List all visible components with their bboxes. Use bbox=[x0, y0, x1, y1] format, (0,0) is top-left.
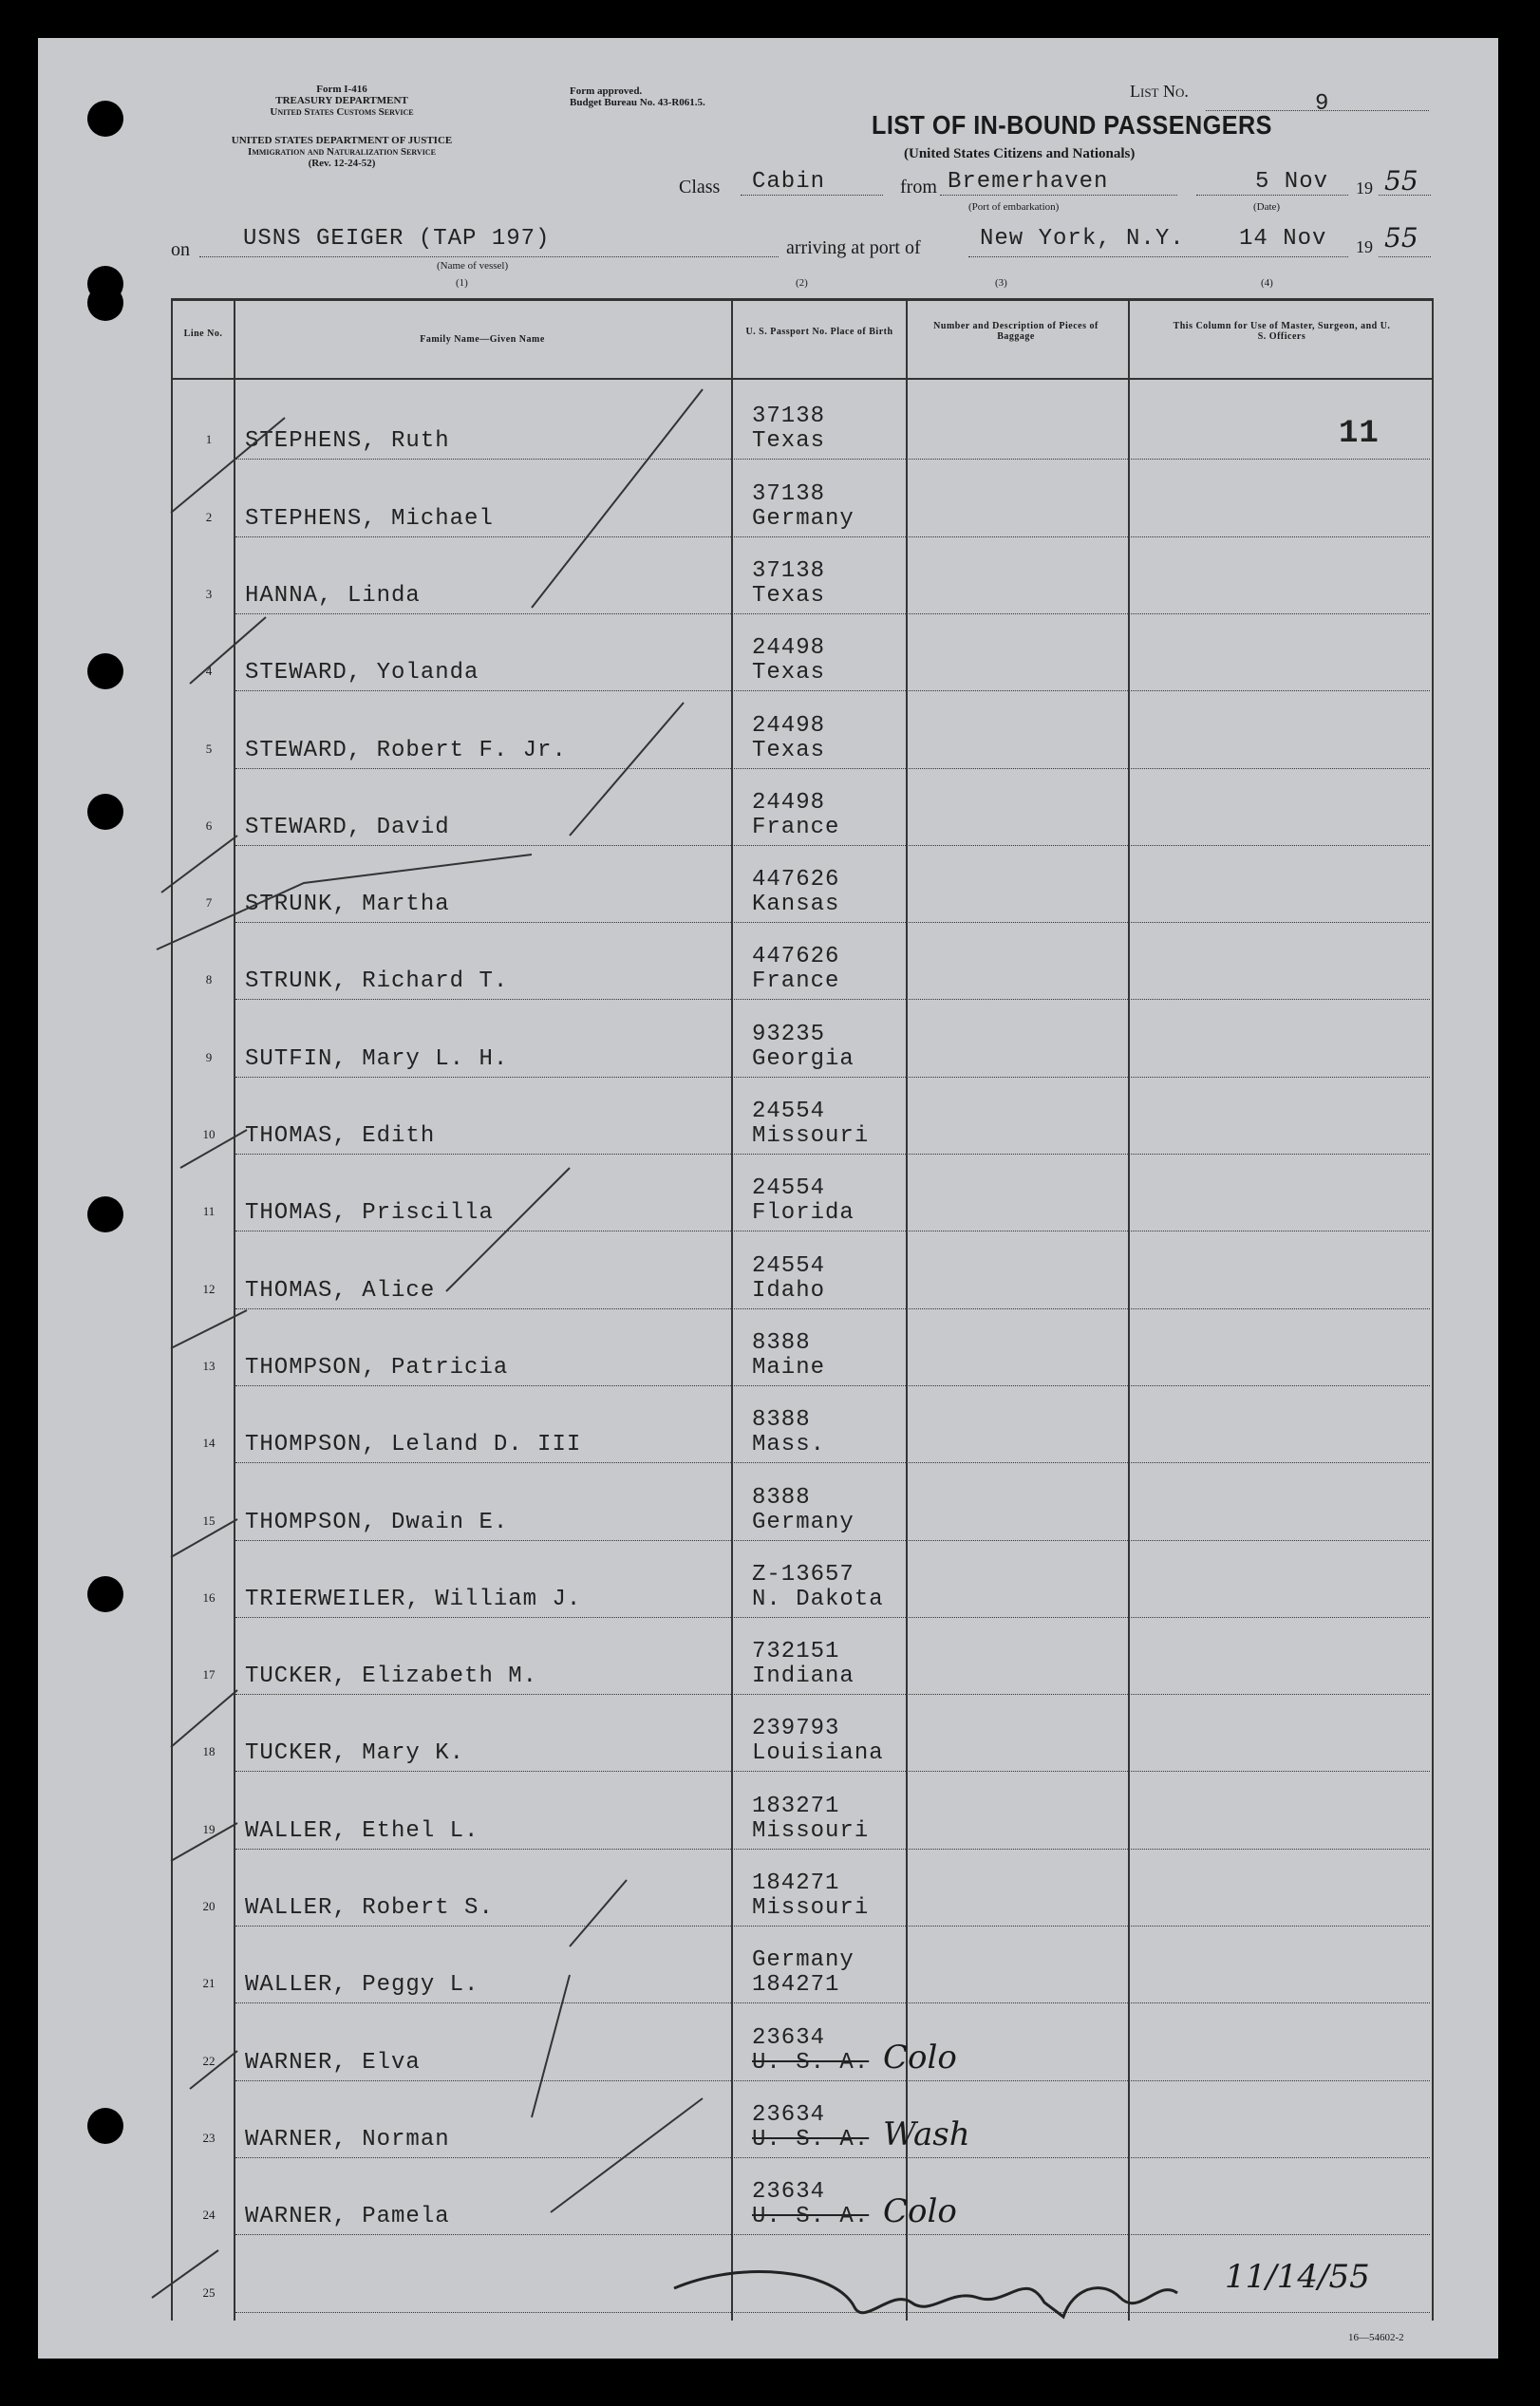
passenger-name: THOMAS, Priscilla bbox=[245, 1200, 494, 1227]
form-subtitle: (United States Citizens and Nationals) bbox=[904, 146, 1136, 161]
passport-number: 23634 bbox=[752, 2024, 826, 2051]
passport-number: 37138 bbox=[752, 404, 826, 430]
form-title: LIST OF IN-BOUND PASSENGERS bbox=[872, 110, 1272, 140]
line-number: 13 bbox=[202, 1358, 216, 1373]
on-label: on bbox=[171, 239, 190, 260]
col-index-1: (1) bbox=[456, 277, 468, 289]
line-number: 18 bbox=[202, 1744, 216, 1759]
passenger-name: STEPHENS, Ruth bbox=[245, 428, 450, 455]
passport-number: 23634 bbox=[752, 2179, 826, 2206]
line-number: 4 bbox=[205, 664, 213, 679]
place-of-birth: Texas bbox=[752, 660, 826, 686]
place-of-birth: Texas bbox=[752, 737, 826, 763]
passenger-name: WALLER, Robert S. bbox=[245, 1895, 494, 1921]
line-number: 9 bbox=[205, 1049, 213, 1064]
passport-number: 24554 bbox=[752, 1099, 826, 1124]
line-number: 6 bbox=[205, 818, 213, 833]
line-number: 15 bbox=[202, 1513, 216, 1528]
place-of-birth: Texas bbox=[752, 428, 826, 455]
list-no-value: 9 bbox=[1315, 91, 1330, 117]
place-of-birth: Kansas bbox=[752, 892, 840, 918]
line-number: 11 bbox=[202, 1204, 216, 1219]
col-index-3: (3) bbox=[995, 277, 1007, 289]
passport-number: 447626 bbox=[752, 944, 840, 970]
line-number: 17 bbox=[202, 1667, 216, 1682]
officer-count: 11 bbox=[1339, 416, 1380, 452]
vessel-name: USNS GEIGER (TAP 197) bbox=[243, 226, 551, 252]
passport-number: 24554 bbox=[752, 1252, 826, 1279]
passport-number: 183271 bbox=[752, 1793, 840, 1819]
passenger-name: STEWARD, Robert F. Jr. bbox=[245, 737, 567, 763]
passport-number: 37138 bbox=[752, 557, 826, 584]
line-number: 8 bbox=[205, 972, 213, 987]
header-passport: U. S. Passport No. Place of Birth bbox=[745, 327, 893, 337]
place-of-birth: U. S. A. bbox=[752, 2126, 870, 2152]
place-of-birth: Germany bbox=[752, 1509, 855, 1535]
passenger-name: TUCKER, Mary K. bbox=[245, 1740, 465, 1767]
col-index-2: (2) bbox=[796, 277, 808, 289]
passenger-name: THOMPSON, Leland D. III bbox=[245, 1432, 582, 1458]
place-of-birth: U. S. A. bbox=[752, 2204, 870, 2230]
header-baggage: Number and Description of Pieces of Baggage bbox=[933, 321, 1099, 342]
passenger-name: THOMAS, Edith bbox=[245, 1123, 436, 1149]
passenger-name: TUCKER, Elizabeth M. bbox=[245, 1664, 538, 1690]
passenger-name: WALLER, Peggy L. bbox=[245, 1972, 479, 1999]
passport-number: 23634 bbox=[752, 2101, 826, 2128]
place-of-birth: France bbox=[752, 814, 840, 840]
list-no-label: List No. bbox=[1130, 82, 1189, 101]
passenger-name: STEWARD, Yolanda bbox=[245, 660, 479, 686]
line-number: 5 bbox=[205, 741, 213, 756]
line-number: 25 bbox=[202, 2284, 216, 2300]
place-of-birth: Idaho bbox=[752, 1277, 826, 1304]
treasury-dept: TREASURY DEPARTMENT bbox=[275, 95, 408, 106]
passenger-name: THOMPSON, Dwain E. bbox=[245, 1509, 509, 1535]
place-of-birth: N. Dakota bbox=[752, 1586, 884, 1612]
passport-number: Z-13657 bbox=[752, 1561, 855, 1588]
header-name: Family Name—Given Name bbox=[420, 334, 545, 345]
passport-number: 24498 bbox=[752, 712, 826, 739]
col-index-4: (4) bbox=[1261, 277, 1273, 289]
passport-number: 37138 bbox=[752, 480, 826, 507]
passport-number: 93235 bbox=[752, 1021, 826, 1047]
budget-bureau: Budget Bureau No. 43-R061.5. bbox=[570, 97, 705, 108]
passport-number: 8388 bbox=[752, 1329, 811, 1356]
place-of-birth: Missouri bbox=[752, 1895, 870, 1921]
revision: (Rev. 12-24-52) bbox=[308, 158, 376, 169]
place-of-birth: Missouri bbox=[752, 1817, 870, 1844]
footer-code: 16—54602-2 bbox=[1348, 2332, 1404, 2343]
passenger-name: WARNER, Elva bbox=[245, 2049, 421, 2076]
approval-note: Form approved. bbox=[570, 85, 643, 97]
arrival-date: 14 Nov bbox=[1239, 226, 1327, 252]
date-caption: (Date) bbox=[1253, 201, 1281, 213]
passenger-name: STEPHENS, Michael bbox=[245, 505, 494, 532]
passport-number: Germany bbox=[752, 1947, 855, 1974]
header-officers: This Column for Use of Master, Surgeon, and U. S. Officers bbox=[1173, 321, 1391, 342]
year-value-2: 55 bbox=[1384, 222, 1418, 254]
line-number: 23 bbox=[202, 2130, 216, 2145]
departure-date: 5 Nov bbox=[1255, 169, 1329, 195]
passport-number: 239793 bbox=[752, 1716, 840, 1742]
arrival-port: New York, N.Y. bbox=[980, 226, 1185, 252]
line-number: 22 bbox=[202, 2053, 216, 2068]
passenger-name: THOMAS, Alice bbox=[245, 1277, 436, 1304]
passenger-name: WARNER, Norman bbox=[245, 2126, 450, 2152]
passport-number: 447626 bbox=[752, 867, 840, 893]
line-number: 7 bbox=[205, 895, 213, 911]
handwritten-birthplace: Colo bbox=[883, 2192, 957, 2231]
passport-number: 732151 bbox=[752, 1639, 840, 1665]
passenger-name: STRUNK, Richard T. bbox=[245, 968, 509, 995]
class-value: Cabin bbox=[752, 169, 826, 195]
place-of-birth: Georgia bbox=[752, 1045, 855, 1072]
passenger-name: WALLER, Ethel L. bbox=[245, 1817, 479, 1844]
line-number: 3 bbox=[205, 586, 213, 601]
class-label: Class bbox=[679, 177, 721, 197]
line-number: 21 bbox=[202, 1976, 216, 1991]
port-caption: (Port of embarkation) bbox=[968, 201, 1060, 213]
passenger-name: STEWARD, David bbox=[245, 814, 450, 840]
line-number: 20 bbox=[202, 1899, 216, 1913]
line-number: 12 bbox=[202, 1281, 216, 1296]
line-number: 24 bbox=[202, 2208, 216, 2223]
header-line-no: Line No. bbox=[183, 329, 223, 339]
line-number: 1 bbox=[205, 432, 213, 447]
place-of-birth: Florida bbox=[752, 1200, 855, 1227]
place-of-birth: Louisiana bbox=[752, 1740, 884, 1767]
customs-service: United States Customs Service bbox=[270, 106, 414, 118]
ins-service: Immigration and Naturalization Service bbox=[248, 146, 436, 158]
passport-number: 8388 bbox=[752, 1407, 811, 1434]
line-number: 19 bbox=[202, 1821, 216, 1836]
handwritten-birthplace: Wash bbox=[883, 2115, 970, 2153]
line-number: 16 bbox=[202, 1589, 216, 1605]
place-of-birth: Indiana bbox=[752, 1664, 855, 1690]
place-of-birth: 184271 bbox=[752, 1972, 840, 1999]
passport-number: 24498 bbox=[752, 635, 826, 662]
place-of-birth: Missouri bbox=[752, 1123, 870, 1149]
passport-number: 24554 bbox=[752, 1175, 826, 1202]
passenger-name: WARNER, Pamela bbox=[245, 2204, 450, 2230]
place-of-birth: Mass. bbox=[752, 1432, 826, 1458]
passenger-name: STRUNK, Martha bbox=[245, 892, 450, 918]
place-of-birth: U. S. A. bbox=[752, 2049, 870, 2076]
passenger-name: TRIERWEILER, William J. bbox=[245, 1586, 582, 1612]
year-prefix-2: 19 bbox=[1356, 237, 1373, 256]
passenger-name: SUTFIN, Mary L. H. bbox=[245, 1045, 509, 1072]
place-of-birth: Germany bbox=[752, 505, 855, 532]
passenger-name: THOMPSON, Patricia bbox=[245, 1354, 509, 1381]
year-value: 55 bbox=[1384, 165, 1418, 197]
from-value: Bremerhaven bbox=[948, 169, 1109, 195]
vessel-caption: (Name of vessel) bbox=[437, 260, 509, 272]
place-of-birth: Maine bbox=[752, 1354, 826, 1381]
line-number: 2 bbox=[205, 509, 213, 524]
passport-number: 8388 bbox=[752, 1484, 811, 1511]
line-number: 14 bbox=[202, 1436, 216, 1451]
place-of-birth: Texas bbox=[752, 582, 826, 609]
arriving-label: arriving at port of bbox=[786, 237, 921, 258]
from-label: from bbox=[900, 177, 937, 197]
passport-number: 184271 bbox=[752, 1870, 840, 1896]
line-number: 10 bbox=[202, 1127, 216, 1141]
year-prefix: 19 bbox=[1356, 179, 1373, 197]
passport-number: 24498 bbox=[752, 789, 826, 816]
justice-dept: UNITED STATES DEPARTMENT OF JUSTICE bbox=[231, 135, 453, 146]
form-number: Form I-416 bbox=[316, 84, 367, 95]
handwritten-birthplace: Colo bbox=[883, 2038, 957, 2077]
passenger-name: HANNA, Linda bbox=[245, 582, 421, 609]
signature-date: 11/14/55 bbox=[1225, 2258, 1370, 2296]
place-of-birth: France bbox=[752, 968, 840, 995]
